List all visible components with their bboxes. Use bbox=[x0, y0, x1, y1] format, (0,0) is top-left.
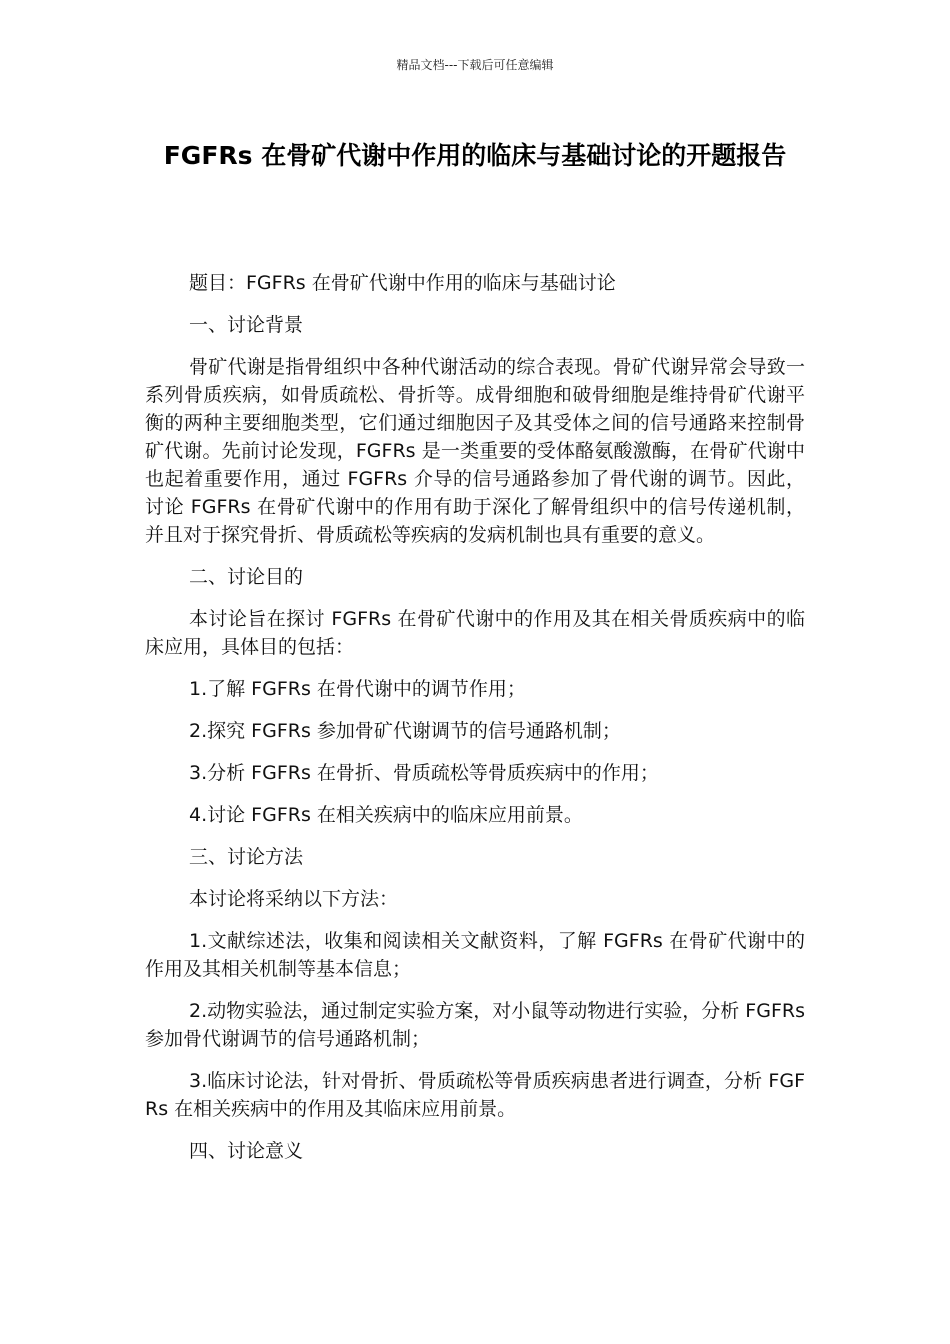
section-heading-purpose: 二、讨论目的 bbox=[189, 566, 304, 588]
list-item-purpose-4: 4.讨论 FGFRs 在相关疾病中的临床应用前景。 bbox=[189, 804, 583, 826]
paragraph-methods-intro: 本讨论将采纳以下方法： bbox=[189, 888, 399, 910]
document-title: FGFRs 在骨矿代谢中作用的临床与基础讨论的开题报告 bbox=[163, 141, 787, 170]
paragraph-background: 骨矿代谢是指骨组织中各种代谢活动的综合表现。骨矿代谢异常会导致一系列骨质疾病，如骨质疏松、骨折等。成骨细胞和破骨细胞是维持骨矿代谢平衡的两种主要细胞类型，它们通过细胞因子及其受体之间的信号通路来控制骨矿代谢。先前讨论发现，FGFRs 是一类重要的受体酪氨酸激酶，在骨矿代谢中也起着重要作用，通过 FGFRs 介导的信号通路参加了骨代谢的调节。因此，讨论 FGFRs 在骨矿代谢中的作用有助于深化了解骨组织中的信号传递机制，并且对于探究骨折、骨质疏松等疾病的发病机制也具有重要的意义。 bbox=[145, 356, 805, 546]
list-item-purpose-1: 1.了解 FGFRs 在骨代谢中的调节作用； bbox=[189, 678, 526, 700]
list-item-purpose-2: 2.探究 FGFRs 参加骨矿代谢调节的信号通路机制； bbox=[189, 720, 621, 742]
paragraph-purpose-intro: 本讨论旨在探讨 FGFRs 在骨矿代谢中的作用及其在相关骨质疾病中的临床应用，具体目的包括： bbox=[145, 608, 805, 658]
paragraph-topic: 题目：FGFRs 在骨矿代谢中作用的临床与基础讨论 bbox=[189, 272, 616, 294]
list-item-purpose-3: 3.分析 FGFRs 在骨折、骨质疏松等骨质疾病中的作用； bbox=[189, 762, 659, 784]
section-heading-background: 一、讨论背景 bbox=[189, 314, 304, 336]
list-item-method-1: 1.文献综述法，收集和阅读相关文献资料，了解 FGFRs 在骨矿代谢中的作用及其相关机制等基本信息； bbox=[145, 930, 805, 980]
list-item-method-3: 3.临床讨论法，针对骨折、骨质疏松等骨质疾病患者进行调查，分析 FGFRs 在相关疾病中的作用及其临床应用前景。 bbox=[145, 1070, 805, 1120]
document-body bbox=[145, 269, 805, 1179]
section-heading-significance: 四、讨论意义 bbox=[189, 1140, 304, 1162]
list-item-method-2: 2.动物实验法，通过制定实验方案，对小鼠等动物进行实验，分析 FGFRs 参加骨代谢调节的信号通路机制； bbox=[145, 1000, 805, 1050]
header-note: 精品文档---下载后可任意编辑 bbox=[396, 58, 554, 72]
section-heading-methods: 三、讨论方法 bbox=[189, 846, 304, 868]
